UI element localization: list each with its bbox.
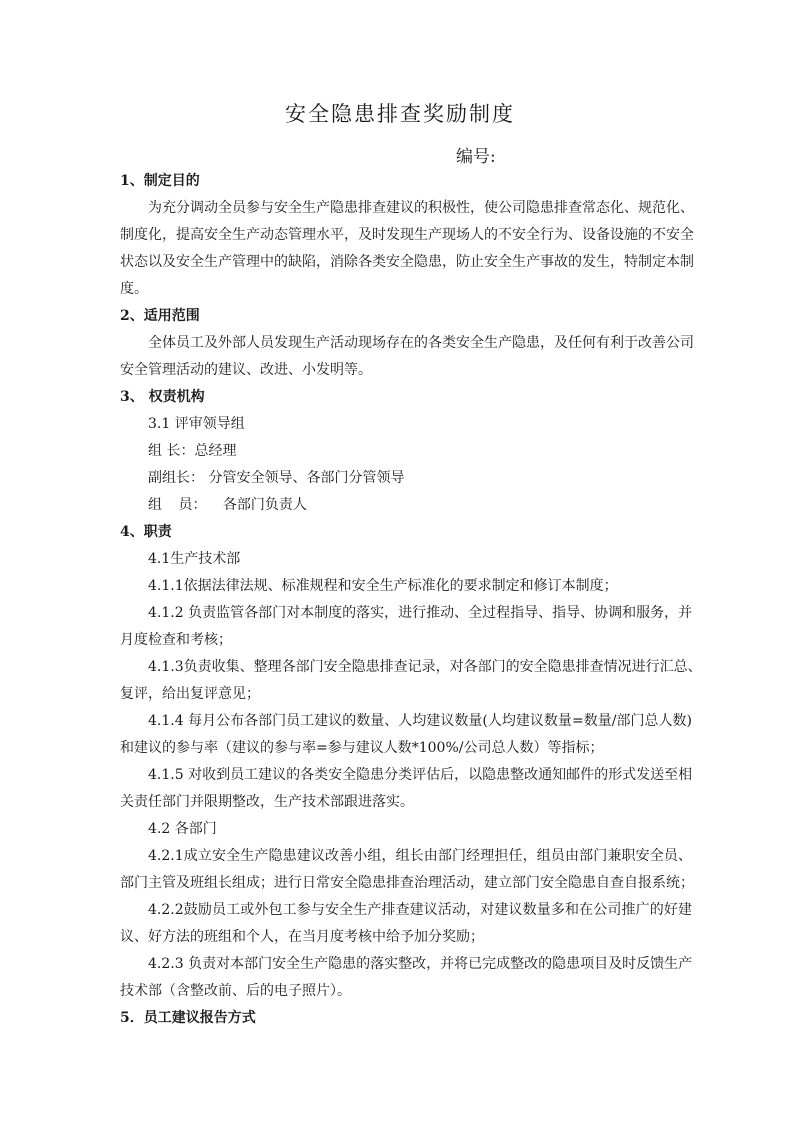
section-heading-scope: 2、适用范围 — [120, 308, 200, 324]
section-heading-duties: 4、职责 — [120, 524, 172, 540]
paragraph-line: 月度检查和考核； — [120, 632, 232, 648]
paragraph-line: 安全管理活动的建议、改进、小发明等。 — [120, 362, 372, 378]
paragraph-line: 4.2.3 负责对本部门安全生产隐患的落实整改，并将已完成整改的隐患项目及时反馈生产 — [148, 956, 693, 972]
paragraph-line: 度。 — [120, 281, 148, 297]
paragraph-line: 为充分调动全员参与安全生产隐患排查建议的积极性，使公司隐患排查常态化、规范化、 — [148, 200, 694, 216]
paragraph-line: 部门主管及班组长组成；进行日常安全隐患排查治理活动，建立部门安全隐患自查自报系统； — [120, 875, 694, 891]
paragraph-line: 4.1.4 每月公布各部门员工建议的数量、人均建议数量(人均建议数量=数量/部门总人数) — [148, 713, 692, 729]
paragraph-line: 关责任部门并限期整改，生产技术部跟进落实。 — [120, 794, 414, 810]
list-item: 组 员： 各部门负责人 — [148, 497, 307, 513]
list-item: 副组长： 分管安全领导、各部门分管领导 — [148, 470, 405, 486]
paragraph-line: 4.1.1依据法律法规、标准规程和安全生产标准化的要求制定和修订本制度； — [148, 578, 618, 594]
paragraph-line: 技术部（含整改前、后的电子照片）。 — [120, 983, 351, 999]
paragraph-line: 4.2.1成立安全生产隐患建议改善小组，组长由部门经理担任，组员由部门兼职安全员、 — [148, 848, 692, 864]
section-heading-purpose: 1、制定目的 — [120, 173, 200, 189]
paragraph-line: 4.1.3负责收集、整理各部门安全隐患排查记录，对各部门的安全隐患排查情况进行汇总、 — [148, 659, 702, 675]
paragraph-line: 4.2.2鼓励员工或外包工参与安全生产排查建议活动，对建议数量多和在公司推广的好建 — [148, 902, 692, 918]
paragraph-line: 和建议的参与率（建议的参与率=参与建议人数*100%/公司总人数）等指标； — [120, 740, 604, 756]
paragraph-line: 制度化，提高安全生产动态管理水平，及时发现生产现场人的不安全行为、设备设施的不安全 — [120, 227, 694, 243]
subsection-heading: 4.1生产技术部 — [148, 551, 241, 567]
document-number-label: 编号: — [456, 147, 496, 167]
paragraph-line: 4.1.5 对收到员工建议的各类安全隐患分类评估后，以隐患整改通知邮件的形式发送至相 — [148, 767, 693, 783]
list-item: 3.1 评审领导组 — [148, 416, 245, 432]
list-item: 组 长：总经理 — [148, 443, 237, 459]
document-title: 安全隐患排查奖励制度 — [285, 102, 515, 126]
paragraph-line: 复评，给出复评意见； — [120, 686, 260, 702]
section-heading-authority: 3、 权责机构 — [120, 389, 205, 405]
paragraph-line: 议、好方法的班组和个人，在当月度考核中给予加分奖励； — [120, 929, 484, 945]
section-heading-report-method: 5．员工建议报告方式 — [120, 1010, 256, 1026]
paragraph-line: 4.1.2 负责监管各部门对本制度的落实，进行推动、全过程指导、指导、协调和服务，并 — [148, 605, 693, 621]
subsection-heading: 4.2 各部门 — [148, 821, 217, 837]
paragraph-line: 全体员工及外部人员发现生产活动现场存在的各类安全生产隐患，及任何有利于改善公司 — [148, 335, 694, 351]
paragraph-line: 状态以及安全生产管理中的缺陷，消除各类安全隐患，防止安全生产事故的发生，特制定本制 — [120, 254, 694, 270]
